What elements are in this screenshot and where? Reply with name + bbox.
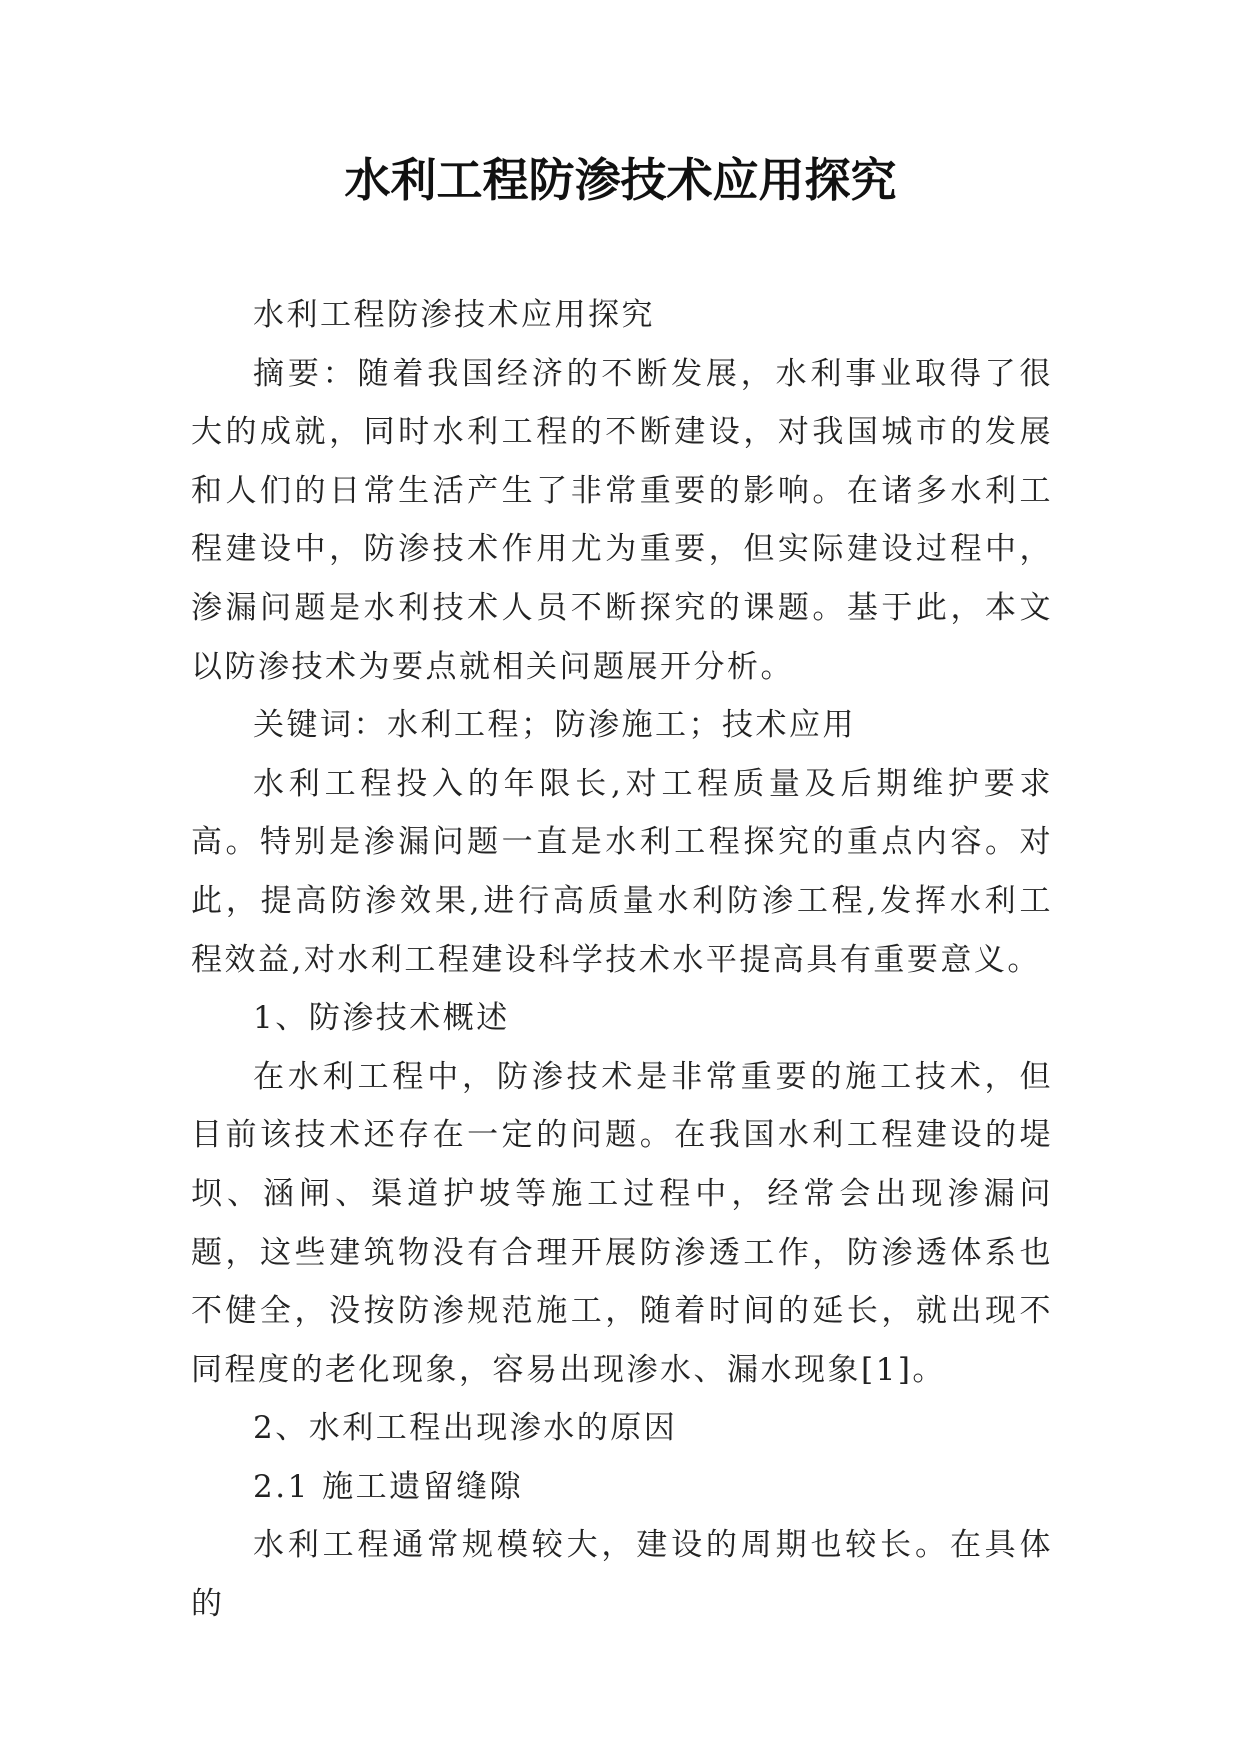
section-heading-2: 2、水利工程出现渗水的原因 <box>253 1410 678 1447</box>
abstract-paragraph: 摘要：随着我国经济的不断发展，水利事业取得了很大的成就，同时水利工程的不断建设，对我国城市的发展和人们的日常生活产生了非常重要的影响。在诸多水利工程建设中，防渗技术作用尤为重要，但实际建设过程中，渗漏问题是水利技术人员不断探究的课题。基于此，本文以防渗技术为要点就相关问题展开分析。 <box>191 355 1053 685</box>
document-body <box>191 286 1053 1634</box>
document-title: 水利工程防渗技术应用探究 <box>344 153 897 207</box>
keywords-paragraph: 关键词：水利工程；防渗施工；技术应用 <box>253 707 856 744</box>
subsection-2-1-paragraph: 水利工程通常规模较大，建设的周期也较长。在具体的 <box>191 1527 1053 1623</box>
section-1-paragraph: 在水利工程中，防渗技术是非常重要的施工技术，但目前该技术还存在一定的问题。在我国水利工程建设的堤坝、涵闸、渠道护坡等施工过程中，经常会出现渗漏问题，这些建筑物没有合理开展防渗透工作，防渗透体系也不健全，没按防渗规范施工，随着时间的延长，就出现不同程度的老化现象，容易出现渗水、漏水现象[1]。 <box>191 1058 1053 1388</box>
subsection-heading-2-1: 2.1 施工遗留缝隙 <box>253 1468 524 1505</box>
section-heading-1: 1、防渗技术概述 <box>253 1000 510 1037</box>
intro-paragraph: 水利工程投入的年限长,对工程质量及后期维护要求高。特别是渗漏问题一直是水利工程探究的重点内容。对此，提高防渗效果,进行高质量水利防渗工程,发挥水利工程效益,对水利工程建设科学技术水平提高具有重要意义。 <box>191 765 1053 978</box>
body-paragraph-heading: 水利工程防渗技术应用探究 <box>253 297 655 333</box>
